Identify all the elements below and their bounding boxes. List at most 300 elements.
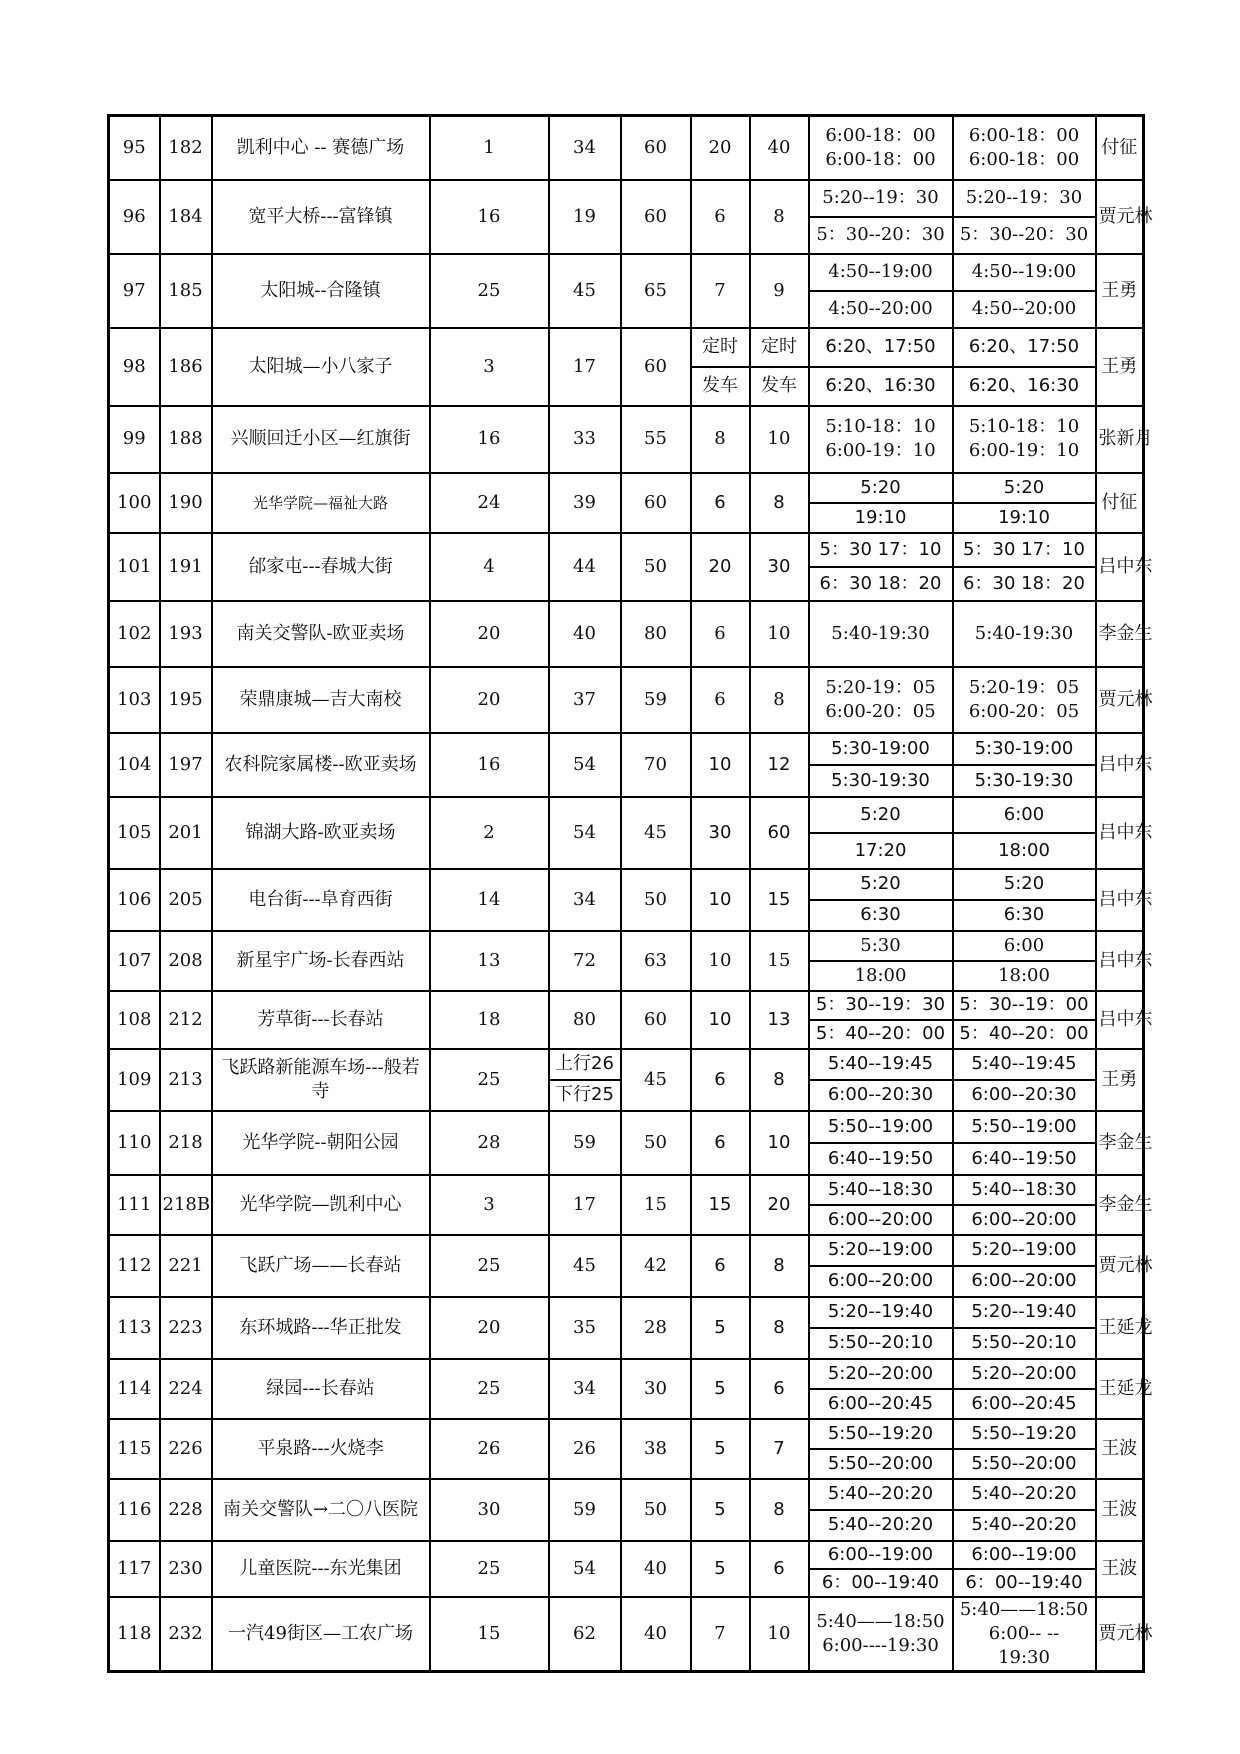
vehicle-count: 20	[430, 1297, 549, 1359]
first-last-times-b-line: 6:00--20:30	[954, 1079, 1095, 1110]
trip-duration: 42	[621, 1235, 691, 1297]
first-last-times-a	[809, 1359, 953, 1419]
first-last-times-a-line: 5：30 17：10	[819, 538, 942, 560]
first-last-times-a-line: 5：30--20：30	[810, 216, 952, 253]
first-last-times-b-line: 5:20	[1003, 476, 1045, 498]
line-number: 205	[160, 869, 212, 931]
first-last-times-a-line: 6:30	[810, 899, 952, 930]
table-row	[109, 869, 1144, 931]
first-last-times-a	[809, 1111, 953, 1175]
first-last-times-b-line: 5:20-19：05	[968, 676, 1080, 698]
first-last-times-a	[809, 797, 953, 869]
first-last-times-b-line: 6:40--19:50	[954, 1142, 1095, 1174]
first-last-times-b-line: 4:50--20:00	[954, 290, 1095, 327]
peak-interval: 6	[691, 180, 750, 254]
line-number: 212	[160, 991, 212, 1049]
row-number: 110	[109, 1111, 160, 1175]
responsible-person: 王勇	[1096, 328, 1144, 406]
peak-interval: 6	[691, 1111, 750, 1175]
table-row	[109, 667, 1144, 733]
peak-interval: 30	[691, 797, 750, 869]
route-name: 光华学院—福祉大路	[212, 473, 430, 533]
route-name: 新星宇广场-长春西站	[212, 931, 430, 991]
first-last-times-b-line: 19:10	[954, 502, 1095, 532]
first-last-times-b-line: 6:00--20:00	[954, 1204, 1095, 1234]
peak-interval: 20	[691, 533, 750, 601]
peak-interval: 5	[691, 1541, 750, 1597]
vehicle-count: 16	[430, 180, 549, 254]
table-row	[109, 1419, 1144, 1479]
first-last-times-a	[809, 991, 953, 1049]
first-last-times-a-line: 5:20-19：05	[825, 676, 936, 698]
line-number: 182	[160, 116, 212, 180]
first-last-times-b-line: 6:30	[954, 899, 1095, 930]
vehicle-count: 20	[430, 667, 549, 733]
trip-duration: 40	[621, 1541, 691, 1597]
first-last-times-a-line: 5:20	[860, 873, 901, 894]
trip-duration: 50	[621, 1111, 691, 1175]
offpeak-interval: 9	[750, 254, 809, 328]
first-last-times-a-line: 6:00--19:00	[827, 1543, 934, 1565]
row-number: 113	[109, 1297, 160, 1359]
line-number: 221	[160, 1235, 212, 1297]
first-last-times-a-line: 5:30-19:00	[831, 737, 930, 759]
first-last-times-a-line: 6:00----19:30	[822, 1634, 939, 1656]
first-last-times-b	[953, 601, 1096, 667]
first-last-times-a-line: 5：30--19：30	[815, 994, 946, 1015]
route-name: 太阳城—小八家子	[212, 328, 430, 406]
first-last-times-a-line: 5:30-19:30	[810, 764, 952, 796]
route-name: 南关交警队-欧亚卖场	[212, 601, 430, 667]
route-name: 飞跃广场——长春站	[212, 1235, 430, 1297]
row-number: 97	[109, 254, 160, 328]
peak-interval: 5	[691, 1419, 750, 1479]
first-last-times-b-line: 5:40——18:50	[959, 1598, 1089, 1620]
table-row	[109, 1597, 1144, 1672]
vehicle-count: 26	[430, 1419, 549, 1479]
vehicle-count: 30	[430, 1479, 549, 1541]
offpeak-interval: 60	[750, 797, 809, 869]
route-length: 62	[549, 1597, 621, 1672]
responsible-person: 王波	[1096, 1541, 1144, 1597]
vehicle-count: 20	[430, 601, 549, 667]
table-row	[109, 180, 1144, 254]
trip-duration: 15	[621, 1175, 691, 1235]
vehicle-count: 16	[430, 406, 549, 473]
offpeak-interval: 10	[750, 601, 809, 667]
first-last-times-b	[953, 733, 1096, 797]
trip-duration: 70	[621, 733, 691, 797]
offpeak-interval: 15	[750, 869, 809, 931]
responsible-person: 王勇	[1096, 1049, 1144, 1111]
first-last-times-b	[953, 328, 1096, 406]
first-last-times-b	[953, 1111, 1096, 1175]
route-length: 17	[549, 328, 621, 406]
vehicle-count: 16	[430, 733, 549, 797]
vehicle-count: 13	[430, 931, 549, 991]
route-length-line: 上行26	[555, 1053, 614, 1074]
line-number: 190	[160, 473, 212, 533]
route-name: 绿园---长春站	[212, 1359, 430, 1419]
first-last-times-a-line: 5:40--20:20	[810, 1509, 952, 1540]
first-last-times-b-line: 6:00-18：00	[968, 124, 1080, 146]
first-last-times-b	[953, 1597, 1096, 1672]
peak-interval: 5	[691, 1479, 750, 1541]
trip-duration: 30	[621, 1359, 691, 1419]
table-row	[109, 254, 1144, 328]
first-last-times-a	[809, 254, 953, 328]
first-last-times-a-line: 5:50--19:00	[827, 1115, 934, 1137]
first-last-times-a	[809, 180, 953, 254]
responsible-person: 李金生	[1096, 1111, 1144, 1175]
table-row	[109, 1359, 1144, 1419]
route-length-line: 下行25	[550, 1079, 620, 1110]
table-row	[109, 116, 1144, 180]
first-last-times-a-line: 5:40——18:50	[816, 1610, 945, 1632]
offpeak-interval: 8	[750, 667, 809, 733]
vehicle-count: 25	[430, 1541, 549, 1597]
row-number: 106	[109, 869, 160, 931]
vehicle-count: 1	[430, 116, 549, 180]
first-last-times-b-line: 5:10-18：10	[968, 416, 1080, 437]
route-name: 凯利中心 -- 赛德广场	[212, 116, 430, 180]
first-last-times-b-line: 5:20--19:40	[971, 1301, 1077, 1322]
row-number: 114	[109, 1359, 160, 1419]
row-number: 98	[109, 328, 160, 406]
offpeak-interval: 10	[750, 1597, 809, 1672]
table-row	[109, 1175, 1144, 1235]
peak-interval: 6	[691, 601, 750, 667]
first-last-times-a-line: 5:20--19：30	[822, 187, 939, 208]
peak-interval: 10	[691, 991, 750, 1049]
route-length: 39	[549, 473, 621, 533]
table-row	[109, 1111, 1144, 1175]
row-number: 115	[109, 1419, 160, 1479]
first-last-times-b-line: 5:20--20:00	[971, 1362, 1077, 1384]
trip-duration: 80	[621, 601, 691, 667]
vehicle-count: 25	[430, 1235, 549, 1297]
first-last-times-a	[809, 116, 953, 180]
offpeak-interval: 20	[750, 1175, 809, 1235]
first-last-times-a-line: 6:00-18：00	[825, 124, 936, 146]
responsible-person: 贾元林	[1096, 667, 1144, 733]
row-number: 109	[109, 1049, 160, 1111]
route-length: 44	[549, 533, 621, 601]
route-name: 太阳城--合隆镇	[212, 254, 430, 328]
trip-duration: 60	[621, 116, 691, 180]
table-row	[109, 473, 1144, 533]
row-number: 112	[109, 1235, 160, 1297]
route-length: 35	[549, 1297, 621, 1359]
offpeak-interval: 13	[750, 991, 809, 1049]
first-last-times-b-line: 6:00-20：05	[968, 700, 1080, 722]
trip-duration: 28	[621, 1297, 691, 1359]
first-last-times-a-line: 5:50--20:10	[810, 1327, 952, 1358]
offpeak-interval-line: 定时	[761, 336, 797, 357]
route-length: 37	[549, 667, 621, 733]
first-last-times-a-line: 5:40-19:30	[831, 622, 930, 644]
responsible-person: 付征	[1096, 473, 1144, 533]
first-last-times-a	[809, 1235, 953, 1297]
line-number: 218	[160, 1111, 212, 1175]
line-number: 201	[160, 797, 212, 869]
first-last-times-b-line: 5:50--20:10	[954, 1327, 1095, 1358]
offpeak-interval: 8	[750, 1479, 809, 1541]
first-last-times-a-line: 6:00--20:00	[810, 1265, 952, 1296]
first-last-times-b	[953, 667, 1096, 733]
row-number: 111	[109, 1175, 160, 1235]
offpeak-interval: 7	[750, 1419, 809, 1479]
first-last-times-b-line: 6:20、17:50	[968, 336, 1080, 357]
route-length: 45	[549, 254, 621, 328]
table-row	[109, 406, 1144, 473]
responsible-person: 王延龙	[1096, 1359, 1144, 1419]
line-number: 197	[160, 733, 212, 797]
table-row	[109, 601, 1144, 667]
line-number: 224	[160, 1359, 212, 1419]
table-row	[109, 931, 1144, 991]
first-last-times-b-line: 5:30-19:00	[974, 737, 1074, 759]
row-number: 116	[109, 1479, 160, 1541]
vehicle-count: 14	[430, 869, 549, 931]
line-number: 223	[160, 1297, 212, 1359]
route-length: 33	[549, 406, 621, 473]
row-number: 108	[109, 991, 160, 1049]
vehicle-count: 28	[430, 1111, 549, 1175]
route-length: 59	[549, 1111, 621, 1175]
offpeak-interval: 15	[750, 931, 809, 991]
vehicle-count: 2	[430, 797, 549, 869]
table-row	[109, 991, 1144, 1049]
trip-duration: 60	[621, 180, 691, 254]
vehicle-count: 15	[430, 1597, 549, 1672]
first-last-times-a-line: 6:00--20:30	[810, 1079, 952, 1110]
first-last-times-b	[953, 869, 1096, 931]
first-last-times-a-line: 5:50--20:00	[810, 1448, 952, 1478]
table-row	[109, 328, 1144, 406]
first-last-times-b	[953, 1541, 1096, 1597]
offpeak-interval: 8	[750, 180, 809, 254]
first-last-times-b-line: 6:00	[1003, 803, 1045, 825]
route-name: 光华学院—凯利中心	[212, 1175, 430, 1235]
first-last-times-b-line: 6:00-18：00	[968, 148, 1080, 170]
peak-interval: 7	[691, 254, 750, 328]
first-last-times-a	[809, 1297, 953, 1359]
route-length	[549, 1049, 621, 1111]
route-name: 锦湖大路-欧亚卖场	[212, 797, 430, 869]
first-last-times-a	[809, 533, 953, 601]
first-last-times-a	[809, 601, 953, 667]
responsible-person: 吕中东	[1096, 991, 1144, 1049]
first-last-times-b-line: 6:00-- --	[988, 1622, 1060, 1644]
offpeak-interval: 10	[750, 1111, 809, 1175]
first-last-times-a-line: 5:50--19:20	[827, 1422, 934, 1444]
offpeak-interval: 8	[750, 1297, 809, 1359]
first-last-times-b-line: 5：40--20：00	[954, 1019, 1095, 1048]
table-row	[109, 1049, 1144, 1111]
first-last-times-a-line: 6:00--20:45	[810, 1388, 952, 1418]
responsible-person: 吕中东	[1096, 533, 1144, 601]
first-last-times-b	[953, 180, 1096, 254]
offpeak-interval: 8	[750, 1235, 809, 1297]
first-last-times-a-line: 6:00-18：00	[825, 148, 936, 170]
route-name: 东环城路---华正批发	[212, 1297, 430, 1359]
first-last-times-b-line: 18:00	[954, 960, 1095, 990]
route-name: 南关交警队→二〇八医院	[212, 1479, 430, 1541]
responsible-person: 张新月	[1096, 406, 1144, 473]
first-last-times-a	[809, 1049, 953, 1111]
first-last-times-b-line: 6:20、16:30	[954, 366, 1095, 405]
route-name: 儿童医院---东光集团	[212, 1541, 430, 1597]
responsible-person: 吕中东	[1096, 931, 1144, 991]
first-last-times-a-line: 5:40--18:30	[827, 1178, 934, 1200]
responsible-person: 李金生	[1096, 601, 1144, 667]
first-last-times-b-line: 5:40--20:20	[971, 1483, 1077, 1504]
first-last-times-a-line: 5:20	[860, 803, 901, 825]
first-last-times-a	[809, 1597, 953, 1672]
offpeak-interval	[750, 328, 809, 406]
vehicle-count: 18	[430, 991, 549, 1049]
peak-interval: 6	[691, 1049, 750, 1111]
row-number: 100	[109, 473, 160, 533]
trip-duration: 45	[621, 797, 691, 869]
first-last-times-a	[809, 1479, 953, 1541]
route-length: 40	[549, 601, 621, 667]
route-name: 农科院家属楼--欧亚卖场	[212, 733, 430, 797]
first-last-times-a-line: 5:10-18：10	[825, 416, 936, 437]
table-row	[109, 733, 1144, 797]
first-last-times-b-line: 4:50--19:00	[971, 261, 1077, 282]
table-row	[109, 1541, 1144, 1597]
responsible-person: 王延龙	[1096, 1297, 1144, 1359]
first-last-times-a	[809, 406, 953, 473]
line-number: 232	[160, 1597, 212, 1672]
first-last-times-b-line: 5:40--19:45	[971, 1053, 1077, 1074]
first-last-times-a-line: 6:20、16:30	[810, 366, 952, 405]
first-last-times-a	[809, 1419, 953, 1479]
responsible-person: 王波	[1096, 1479, 1144, 1541]
first-last-times-a-line: 6：00--19:40	[810, 1568, 952, 1596]
table-row	[109, 533, 1144, 601]
line-number: 185	[160, 254, 212, 328]
responsible-person: 王波	[1096, 1419, 1144, 1479]
first-last-times-b-line: 18:00	[954, 832, 1095, 868]
peak-interval: 6	[691, 667, 750, 733]
first-last-times-b-line: 6：00--19:40	[954, 1568, 1095, 1596]
first-last-times-b-line: 6:00-19：10	[968, 440, 1080, 461]
offpeak-interval: 10	[750, 406, 809, 473]
line-number: 208	[160, 931, 212, 991]
first-last-times-b-line: 19:30	[998, 1646, 1050, 1668]
route-length: 59	[549, 1479, 621, 1541]
first-last-times-b	[953, 931, 1096, 991]
peak-interval	[691, 328, 750, 406]
first-last-times-a-line: 6:40--19:50	[810, 1142, 952, 1174]
responsible-person: 付征	[1096, 116, 1144, 180]
table-row	[109, 1235, 1144, 1297]
vehicle-count: 4	[430, 533, 549, 601]
table-row	[109, 797, 1144, 869]
row-number: 99	[109, 406, 160, 473]
first-last-times-b-line: 5:40-19:30	[974, 622, 1074, 644]
first-last-times-a-line: 6:00-20：05	[825, 700, 936, 722]
first-last-times-b	[953, 1297, 1096, 1359]
first-last-times-a	[809, 328, 953, 406]
line-number: 213	[160, 1049, 212, 1111]
offpeak-interval: 6	[750, 1541, 809, 1597]
peak-interval: 8	[691, 406, 750, 473]
trip-duration: 50	[621, 1479, 691, 1541]
line-number: 186	[160, 328, 212, 406]
vehicle-count: 25	[430, 254, 549, 328]
trip-duration: 60	[621, 473, 691, 533]
first-last-times-b-line: 5:40--20:20	[954, 1509, 1095, 1540]
route-length: 45	[549, 1235, 621, 1297]
first-last-times-b-line: 5:50--19:00	[971, 1115, 1077, 1137]
first-last-times-a-line: 6:20、17:50	[825, 336, 936, 357]
row-number: 102	[109, 601, 160, 667]
row-number: 104	[109, 733, 160, 797]
offpeak-interval: 6	[750, 1359, 809, 1419]
route-name: 飞跃路新能源车场---般若寺	[212, 1049, 430, 1111]
table-row	[109, 1297, 1144, 1359]
line-number: 191	[160, 533, 212, 601]
offpeak-interval: 30	[750, 533, 809, 601]
trip-duration: 60	[621, 328, 691, 406]
peak-interval: 20	[691, 116, 750, 180]
peak-interval: 6	[691, 473, 750, 533]
route-length: 54	[549, 733, 621, 797]
responsible-person: 吕中东	[1096, 733, 1144, 797]
route-length: 34	[549, 116, 621, 180]
route-length: 19	[549, 180, 621, 254]
line-number: 184	[160, 180, 212, 254]
row-number: 95	[109, 116, 160, 180]
first-last-times-a-line: 5:20	[860, 476, 901, 498]
first-last-times-b	[953, 1049, 1096, 1111]
route-name: 荣鼎康城—吉大南校	[212, 667, 430, 733]
first-last-times-b-line: 5:50--20:00	[954, 1448, 1095, 1478]
peak-interval: 5	[691, 1297, 750, 1359]
first-last-times-a-line: 5:30	[860, 934, 901, 956]
route-name: 光华学院--朝阳公园	[212, 1111, 430, 1175]
first-last-times-a-line: 19:10	[810, 502, 952, 532]
route-length: 34	[549, 869, 621, 931]
first-last-times-a-line: 17:20	[810, 832, 952, 868]
offpeak-interval: 40	[750, 116, 809, 180]
first-last-times-b	[953, 797, 1096, 869]
line-number: 193	[160, 601, 212, 667]
first-last-times-a-line: 5：40--20：00	[810, 1019, 952, 1048]
offpeak-interval: 12	[750, 733, 809, 797]
peak-interval-line: 发车	[692, 366, 749, 405]
row-number: 105	[109, 797, 160, 869]
first-last-times-b-line: 5:20--19：30	[965, 187, 1083, 208]
first-last-times-b-line: 5:30-19:30	[954, 764, 1095, 796]
first-last-times-b-line: 6:00--19:00	[971, 1543, 1077, 1565]
route-length: 34	[549, 1359, 621, 1419]
first-last-times-a-line: 5:20--19:00	[827, 1239, 934, 1260]
peak-interval-line: 定时	[702, 336, 738, 357]
vehicle-count: 24	[430, 473, 549, 533]
peak-interval: 10	[691, 931, 750, 991]
peak-interval: 10	[691, 733, 750, 797]
first-last-times-b-line: 6:00--20:45	[954, 1388, 1095, 1418]
first-last-times-a-line: 18:00	[810, 960, 952, 990]
first-last-times-b-line: 5：30 17：10	[963, 538, 1085, 560]
first-last-times-b-line: 5：30--19：00	[959, 994, 1089, 1015]
row-number: 107	[109, 931, 160, 991]
